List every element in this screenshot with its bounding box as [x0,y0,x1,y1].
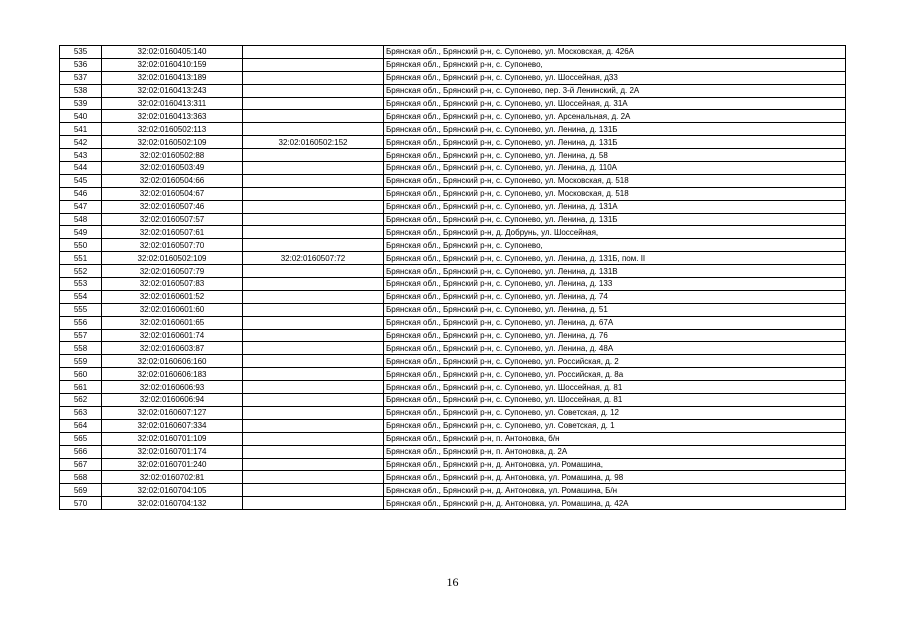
row-number-cell: 568 [60,471,102,484]
address-cell: Брянская обл., Брянский р-н, п. Антоновка, б/н [384,432,846,445]
cadastral-number-cell: 32:02:0160507:46 [102,200,243,213]
row-number-cell: 536 [60,58,102,71]
address-cell: Брянская обл., Брянский р-н, с. Супонево, ул. Ленина, д. 131Б [384,136,846,149]
address-cell: Брянская обл., Брянский р-н, с. Супонево, ул. Ленина, д. 133 [384,278,846,291]
table-row [60,110,846,123]
cadastral-number-cell: 32:02:0160502:88 [102,149,243,162]
parent-cadastral-number-cell [243,497,384,510]
row-number-cell: 542 [60,136,102,149]
row-number-cell: 561 [60,381,102,394]
row-number-cell: 548 [60,213,102,226]
address-cell: Брянская обл., Брянский р-н, с. Супонево, ул. Ленина, д. 67А [384,316,846,329]
parent-cadastral-number-cell [243,226,384,239]
cadastral-number-cell: 32:02:0160607:334 [102,419,243,432]
cadastral-number-cell: 32:02:0160413:189 [102,71,243,84]
parent-cadastral-number-cell [243,278,384,291]
parent-cadastral-number-cell [243,445,384,458]
parent-cadastral-number-cell [243,46,384,59]
parent-cadastral-number-cell [243,162,384,175]
address-cell: Брянская обл., Брянский р-н, с. Супонево, ул. Российская, д. 2 [384,355,846,368]
cadastral-number-cell: 32:02:0160504:66 [102,174,243,187]
cadastral-number-cell: 32:02:0160601:60 [102,303,243,316]
address-cell: Брянская обл., Брянский р-н, с. Супонево, ул. Ленина, д. 131В [384,265,846,278]
table-row [60,406,846,419]
cadastral-table [59,45,846,510]
page-number: 16 [446,575,459,589]
cadastral-number-cell: 32:02:0160507:83 [102,278,243,291]
table-row [60,419,846,432]
parent-cadastral-number-cell [243,432,384,445]
cadastral-number-cell: 32:02:0160507:57 [102,213,243,226]
table-row [60,46,846,59]
table-row [60,252,846,265]
cadastral-number-cell: 32:02:0160413:243 [102,84,243,97]
cadastral-number-cell: 32:02:0160603:87 [102,342,243,355]
cadastral-number-cell: 32:02:0160606:183 [102,368,243,381]
row-number-cell: 565 [60,432,102,445]
row-number-cell: 566 [60,445,102,458]
parent-cadastral-number-cell [243,213,384,226]
address-cell: Брянская обл., Брянский р-н, с. Супонево, ул. Арсенальная, д. 2А [384,110,846,123]
address-cell: Брянская обл., Брянский р-н, с. Супонево, ул. Ленина, д. 131Б, пом. II [384,252,846,265]
table-row [60,316,846,329]
parent-cadastral-number-cell [243,368,384,381]
row-number-cell: 535 [60,46,102,59]
table-row [60,200,846,213]
address-cell: Брянская обл., Брянский р-н, д. Антоновка, ул. Ромашина, [384,458,846,471]
table-row [60,290,846,303]
row-number-cell: 538 [60,84,102,97]
parent-cadastral-number-cell [243,97,384,110]
address-cell: Брянская обл., Брянский р-н, с. Супонево, ул. Ленина, д. 48А [384,342,846,355]
table-row [60,84,846,97]
parent-cadastral-number-cell [243,200,384,213]
parent-cadastral-number-cell [243,342,384,355]
table-row [60,368,846,381]
cadastral-number-cell: 32:02:0160502:113 [102,123,243,136]
row-number-cell: 550 [60,239,102,252]
parent-cadastral-number-cell [243,394,384,407]
table-row [60,123,846,136]
table-row [60,239,846,252]
parent-cadastral-number-cell: 32:02:0160502:152 [243,136,384,149]
cadastral-number-cell: 32:02:0160413:311 [102,97,243,110]
parent-cadastral-number-cell [243,110,384,123]
cadastral-number-cell: 32:02:0160704:105 [102,484,243,497]
row-number-cell: 569 [60,484,102,497]
parent-cadastral-number-cell [243,355,384,368]
address-cell: Брянская обл., Брянский р-н, с. Супонево, ул. Московская, д. 426А [384,46,846,59]
cadastral-number-cell: 32:02:0160701:109 [102,432,243,445]
table-row [60,71,846,84]
parent-cadastral-number-cell [243,239,384,252]
row-number-cell: 562 [60,394,102,407]
table-row [60,303,846,316]
address-cell: Брянская обл., Брянский р-н, с. Супонево, ул. Ленина, д. 51 [384,303,846,316]
row-number-cell: 537 [60,71,102,84]
address-cell: Брянская обл., Брянский р-н, с. Супонево, ул. Шоссейная, д. 31А [384,97,846,110]
address-cell: Брянская обл., Брянский р-н, д. Антоновка, ул. Ромашина, д. 42А [384,497,846,510]
table-row [60,58,846,71]
table-row [60,213,846,226]
row-number-cell: 543 [60,149,102,162]
parent-cadastral-number-cell [243,71,384,84]
row-number-cell: 552 [60,265,102,278]
table-row [60,136,846,149]
cadastral-number-cell: 32:02:0160606:94 [102,394,243,407]
address-cell: Брянская обл., Брянский р-н, с. Супонево, ул. Ленина, д. 131А [384,200,846,213]
table-row [60,355,846,368]
table-row [60,226,846,239]
address-cell: Брянская обл., Брянский р-н, с. Супонево, ул. Советская, д. 12 [384,406,846,419]
parent-cadastral-number-cell [243,84,384,97]
table-row [60,432,846,445]
row-number-cell: 551 [60,252,102,265]
parent-cadastral-number-cell [243,149,384,162]
table-body [60,46,846,510]
address-cell: Брянская обл., Брянский р-н, с. Супонево, пер. 3-й Ленинский, д. 2А [384,84,846,97]
cadastral-number-cell: 32:02:0160701:174 [102,445,243,458]
cadastral-number-cell: 32:02:0160503:49 [102,162,243,175]
row-number-cell: 549 [60,226,102,239]
parent-cadastral-number-cell [243,458,384,471]
row-number-cell: 554 [60,290,102,303]
cadastral-number-cell: 32:02:0160601:52 [102,290,243,303]
table-row [60,162,846,175]
row-number-cell: 547 [60,200,102,213]
row-number-cell: 560 [60,368,102,381]
parent-cadastral-number-cell [243,381,384,394]
table-row [60,445,846,458]
cadastral-number-cell: 32:02:0160607:127 [102,406,243,419]
address-cell: Брянская обл., Брянский р-н, д. Антоновка, ул. Ромашина, Б/н [384,484,846,497]
address-cell: Брянская обл., Брянский р-н, с. Супонево, ул. Московская, д. 518 [384,174,846,187]
table-row [60,265,846,278]
row-number-cell: 556 [60,316,102,329]
address-cell: Брянская обл., Брянский р-н, с. Супонево, ул. Ленина, д. 131Б [384,213,846,226]
cadastral-number-cell: 32:02:0160507:79 [102,265,243,278]
table-row [60,342,846,355]
table-row [60,497,846,510]
parent-cadastral-number-cell [243,58,384,71]
table-row [60,278,846,291]
cadastral-number-cell: 32:02:0160502:109 [102,136,243,149]
row-number-cell: 540 [60,110,102,123]
cadastral-number-cell: 32:02:0160502:109 [102,252,243,265]
table-row [60,484,846,497]
cadastral-number-cell: 32:02:0160507:70 [102,239,243,252]
parent-cadastral-number-cell [243,329,384,342]
table-row [60,174,846,187]
row-number-cell: 544 [60,162,102,175]
cadastral-number-cell: 32:02:0160704:132 [102,497,243,510]
parent-cadastral-number-cell [243,290,384,303]
cadastral-number-cell: 32:02:0160606:160 [102,355,243,368]
table-row [60,458,846,471]
parent-cadastral-number-cell [243,471,384,484]
cadastral-number-cell: 32:02:0160405:140 [102,46,243,59]
cadastral-number-cell: 32:02:0160410:159 [102,58,243,71]
parent-cadastral-number-cell [243,187,384,200]
address-cell: Брянская обл., Брянский р-н, с. Супонево, ул. Ленина, д. 110А [384,162,846,175]
address-cell: Брянская обл., Брянский р-н, д. Добрунь, ул. Шоссейная, [384,226,846,239]
parent-cadastral-number-cell: 32:02:0160507:72 [243,252,384,265]
address-cell: Брянская обл., Брянский р-н, с. Супонево, ул. Московская, д. 518 [384,187,846,200]
address-cell: Брянская обл., Брянский р-н, с. Супонево, ул. Ленина, д. 76 [384,329,846,342]
address-cell: Брянская обл., Брянский р-н, с. Супонево, ул. Ленина, д. 131Б [384,123,846,136]
cadastral-number-cell: 32:02:0160413:363 [102,110,243,123]
parent-cadastral-number-cell [243,484,384,497]
table-row [60,394,846,407]
parent-cadastral-number-cell [243,419,384,432]
cadastral-number-cell: 32:02:0160601:65 [102,316,243,329]
row-number-cell: 563 [60,406,102,419]
row-number-cell: 570 [60,497,102,510]
parent-cadastral-number-cell [243,316,384,329]
table-row [60,149,846,162]
cadastral-number-cell: 32:02:0160606:93 [102,381,243,394]
address-cell: Брянская обл., Брянский р-н, с. Супонево, ул. Шоссейная, д. 81 [384,394,846,407]
address-cell: Брянская обл., Брянский р-н, с. Супонево, [384,239,846,252]
address-cell: Брянская обл., Брянский р-н, с. Супонево, ул. Российская, д. 8а [384,368,846,381]
address-cell: Брянская обл., Брянский р-н, с. Супонево, ул. Ленина, д. 74 [384,290,846,303]
row-number-cell: 546 [60,187,102,200]
parent-cadastral-number-cell [243,303,384,316]
cadastral-number-cell: 32:02:0160701:240 [102,458,243,471]
cadastral-number-cell: 32:02:0160507:61 [102,226,243,239]
address-cell: Брянская обл., Брянский р-н, с. Супонево, ул. Ленина, д. 58 [384,149,846,162]
row-number-cell: 559 [60,355,102,368]
parent-cadastral-number-cell [243,123,384,136]
table-row [60,471,846,484]
address-cell: Брянская обл., Брянский р-н, п. Антоновка, д. 2А [384,445,846,458]
address-cell: Брянская обл., Брянский р-н, с. Супонево, ул. Шоссейная, д33 [384,71,846,84]
row-number-cell: 545 [60,174,102,187]
table-row [60,381,846,394]
address-cell: Брянская обл., Брянский р-н, с. Супонево, [384,58,846,71]
row-number-cell: 557 [60,329,102,342]
table-row [60,97,846,110]
cadastral-number-cell: 32:02:0160702:81 [102,471,243,484]
row-number-cell: 567 [60,458,102,471]
address-cell: Брянская обл., Брянский р-н, с. Супонево, ул. Советская, д. 1 [384,419,846,432]
address-cell: Брянская обл., Брянский р-н, д. Антоновка, ул. Ромашина, д. 98 [384,471,846,484]
row-number-cell: 555 [60,303,102,316]
cadastral-number-cell: 32:02:0160504:67 [102,187,243,200]
parent-cadastral-number-cell [243,265,384,278]
row-number-cell: 553 [60,278,102,291]
parent-cadastral-number-cell [243,174,384,187]
row-number-cell: 541 [60,123,102,136]
address-cell: Брянская обл., Брянский р-н, с. Супонево, ул. Шоссейная, д. 81 [384,381,846,394]
cadastral-number-cell: 32:02:0160601:74 [102,329,243,342]
row-number-cell: 539 [60,97,102,110]
table-row [60,187,846,200]
parent-cadastral-number-cell [243,406,384,419]
row-number-cell: 564 [60,419,102,432]
row-number-cell: 558 [60,342,102,355]
table-row [60,329,846,342]
